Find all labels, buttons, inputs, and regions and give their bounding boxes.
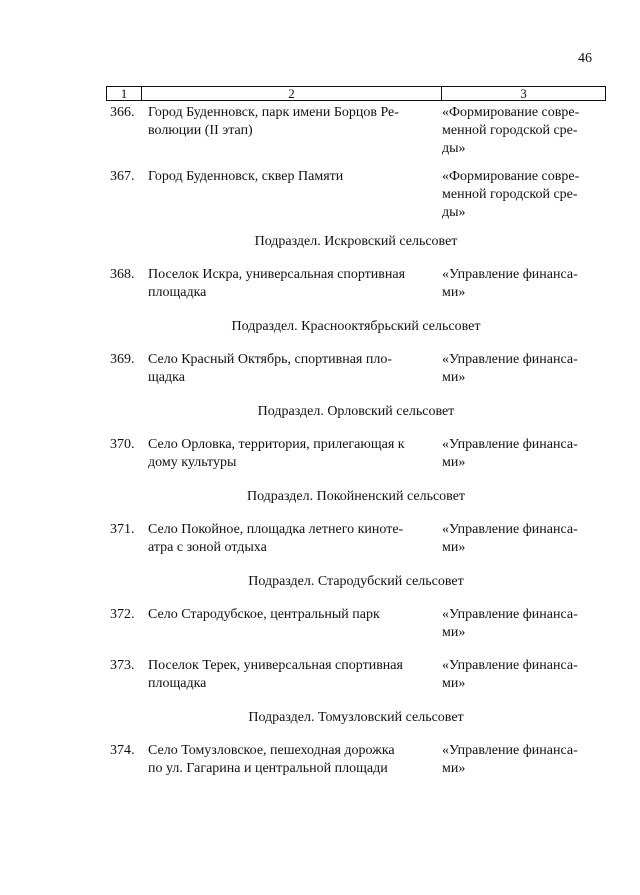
- program-name: [442, 657, 602, 693]
- object-name: [148, 436, 440, 472]
- row-number: 371.: [110, 522, 135, 537]
- row-number: 374.: [110, 743, 135, 758]
- name-line: атра с зоной отдыха: [148, 540, 267, 555]
- program-name: [442, 436, 602, 472]
- table-header: [106, 86, 606, 101]
- name-line: Село Орловка, территория, прилегающая к: [148, 437, 405, 452]
- row-number: 370.: [110, 437, 135, 452]
- page-number: 46: [578, 51, 592, 66]
- program-line: ми»: [442, 455, 466, 470]
- column-header-3: 3: [520, 86, 527, 101]
- program-name: [442, 266, 602, 302]
- row-number: 373.: [110, 658, 135, 673]
- name-line: Село Стародубское, центральный парк: [148, 607, 380, 622]
- object-name: [148, 104, 440, 140]
- row-number: 367.: [110, 169, 135, 184]
- program-name: [442, 606, 602, 642]
- program-line: ды»: [442, 141, 466, 156]
- program-line: ми»: [442, 285, 466, 300]
- program-line: «Управление финанса-: [442, 437, 578, 452]
- name-line: Село Покойное, площадка летнего киноте-: [148, 522, 404, 537]
- name-line: Село Томузловское, пешеходная дорожка: [148, 743, 395, 758]
- section-title: Подраздел. Томузловский сельсовет: [248, 710, 464, 725]
- object-name: [148, 742, 440, 778]
- name-line: волюции (II этап): [148, 123, 253, 138]
- object-name: [148, 657, 440, 693]
- program-line: ми»: [442, 625, 466, 640]
- name-line: Поселок Искра, универсальная спортивная: [148, 267, 406, 282]
- name-line: щадка: [148, 370, 185, 385]
- section-title: Подраздел. Орловский сельсовет: [257, 404, 455, 419]
- object-name: [148, 168, 440, 186]
- program-line: «Формирование совре-: [442, 105, 580, 120]
- section-title: Подраздел. Краснооктябрьский сельсовет: [231, 319, 481, 334]
- name-line: дому культуры: [148, 455, 237, 470]
- program-name: [442, 351, 602, 387]
- program-line: ми»: [442, 676, 466, 691]
- object-name: [148, 521, 440, 557]
- name-line: площадка: [148, 285, 207, 300]
- row-number: 366.: [110, 105, 135, 120]
- program-line: ми»: [442, 540, 466, 555]
- program-line: «Управление финанса-: [442, 658, 578, 673]
- object-name: [148, 351, 440, 387]
- column-header-1: 1: [107, 87, 142, 100]
- program-line: «Управление финанса-: [442, 267, 578, 282]
- column-header-2: 2: [142, 87, 442, 100]
- program-line: ды»: [442, 205, 466, 220]
- program-line: «Управление финанса-: [442, 522, 578, 537]
- row-number: 368.: [110, 267, 135, 282]
- name-line: площадка: [148, 676, 207, 691]
- section-title: Подраздел. Стародубский сельсовет: [248, 574, 464, 589]
- object-name: [148, 266, 440, 302]
- object-name: [148, 606, 440, 624]
- program-line: менной городской сре-: [442, 187, 578, 202]
- name-line: Город Буденновск, сквер Памяти: [148, 169, 344, 184]
- program-name: [442, 168, 602, 222]
- row-number: 372.: [110, 607, 135, 622]
- section-title: Подраздел. Искровский сельсовет: [254, 234, 458, 249]
- section-title: Подраздел. Покойненский сельсовет: [246, 489, 466, 504]
- program-line: менной городской сре-: [442, 123, 578, 138]
- name-line: по ул. Гагарина и центральной площади: [148, 761, 388, 776]
- name-line: Село Красный Октябрь, спортивная пло-: [148, 352, 393, 367]
- name-line: Поселок Терек, универсальная спортивная: [148, 658, 403, 673]
- program-name: [442, 521, 602, 557]
- row-number: 369.: [110, 352, 135, 367]
- program-line: «Формирование совре-: [442, 169, 580, 184]
- program-line: «Управление финанса-: [442, 607, 578, 622]
- program-name: [442, 742, 602, 778]
- program-name: [442, 104, 602, 158]
- program-line: «Управление финанса-: [442, 743, 578, 758]
- program-line: «Управление финанса-: [442, 352, 578, 367]
- program-line: ми»: [442, 370, 466, 385]
- name-line: Город Буденновск, парк имени Борцов Ре-: [148, 105, 399, 120]
- program-line: ми»: [442, 761, 466, 776]
